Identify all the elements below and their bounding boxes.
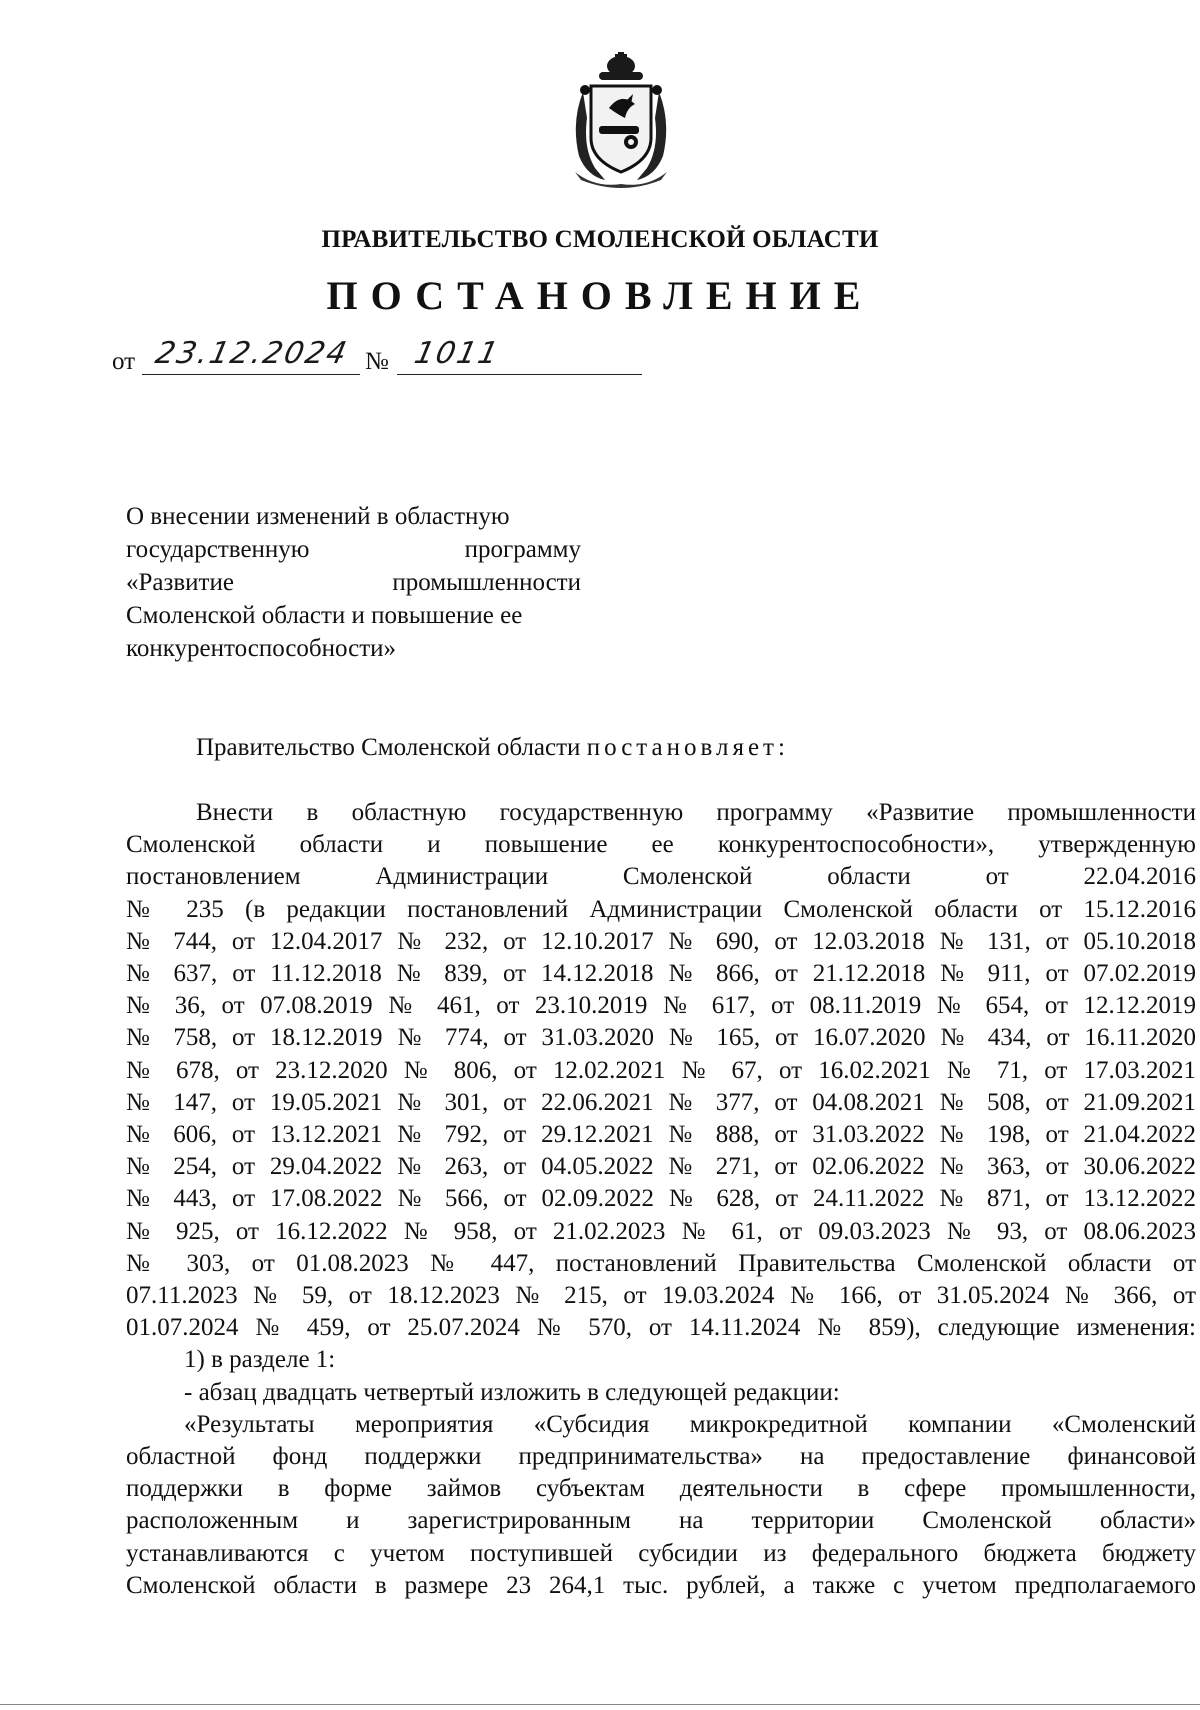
- document-body: [126, 797, 1196, 1602]
- page-bottom-edge: [0, 1704, 1200, 1705]
- body-line: 01.07.2024 № 459, от 25.07.2024 № 570, от 14.11.2024 № 859), следующие изменения:: [126, 1314, 1196, 1342]
- resolution-prefix: Правительство Смоленской области: [196, 734, 587, 761]
- subject-line: государственную программу: [126, 536, 581, 563]
- smolensk-coat-of-arms-icon: [565, 52, 677, 188]
- subject-line: Смоленской области и повышение ее: [126, 602, 523, 629]
- body-line: № 303, от 01.08.2023 № 447, постановлений Правительства Смоленской области от: [126, 1249, 1196, 1277]
- government-name: ПРАВИТЕЛЬСТВО СМОЛЕНСКОЙ ОБЛАСТИ: [321, 226, 879, 253]
- document-subject: [126, 500, 581, 665]
- body-line: «Результаты мероприятия «Субсидия микрокредитной компании «Смоленский: [184, 1410, 1196, 1438]
- body-line: постановлением Администрации Смоленской области от 22.04.2016: [126, 863, 1196, 891]
- subject-line: О внесении изменений в областную: [126, 503, 510, 530]
- body-line: - абзац двадцать четвертый изложить в следующей редакции:: [184, 1378, 840, 1406]
- body-line: Внести в областную государственную программу «Развитие промышленности: [196, 799, 1196, 826]
- handwritten-date: 23.12.2024: [152, 336, 352, 371]
- number-field: [397, 336, 642, 375]
- body-line: № 443, от 17.08.2022 № 566, от 02.09.2022 № 628, от 24.11.2022 № 871, от 13.12.2022: [126, 1185, 1196, 1213]
- body-line: Смоленской области в размере 23 264,1 тыс. рублей, а также с учетом предполагаемого: [126, 1571, 1196, 1599]
- subject-line: «Развитие промышленности: [126, 569, 581, 596]
- subject-line: конкурентоспособности»: [126, 635, 397, 662]
- body-line: № 235 (в редакции постановлений Администрации Смоленской области от 15.12.2016: [126, 895, 1196, 923]
- body-line: расположенным и зарегистрированным на территории Смоленской области»: [126, 1507, 1196, 1535]
- document-type: ПОСТАНОВЛЕНИЕ: [326, 273, 874, 318]
- body-line: № 147, от 19.05.2021 № 301, от 22.06.2021 № 377, от 04.08.2021 № 508, от 21.09.2021: [126, 1088, 1196, 1116]
- body-line: № 606, от 13.12.2021 № 792, от 29.12.2021 № 888, от 31.03.2022 № 198, от 21.04.2022: [126, 1121, 1196, 1149]
- handwritten-number: 1011: [411, 336, 504, 371]
- body-line: областной фонд поддержки предпринимательства» на предоставление финансовой: [126, 1443, 1196, 1471]
- body-line: № 254, от 29.04.2022 № 263, от 04.05.2022 № 271, от 02.06.2022 № 363, от 30.06.2022: [126, 1153, 1196, 1181]
- body-line: № 925, от 16.12.2022 № 958, от 21.02.2023 № 61, от 09.03.2023 № 93, от 08.06.2023: [126, 1217, 1196, 1245]
- body-line: № 744, от 12.04.2017 № 232, от 12.10.2017 № 690, от 12.03.2018 № 131, от 05.10.2018: [126, 927, 1196, 955]
- resolution-verb: постановляет:: [586, 734, 789, 761]
- body-line: № 637, от 11.12.2018 № 839, от 14.12.2018 № 866, от 21.12.2018 № 911, от 07.02.2019: [126, 960, 1196, 988]
- body-line: № 758, от 18.12.2019 № 774, от 31.03.2020 № 165, от 16.07.2020 № 434, от 16.11.2020: [126, 1024, 1196, 1052]
- body-line: № 678, от 23.12.2020 № 806, от 12.02.2021 № 67, от 16.02.2021 № 71, от 17.03.2021: [126, 1056, 1196, 1084]
- date-field: [142, 336, 360, 375]
- body-line: 07.11.2023 № 59, от 18.12.2023 № 215, от 19.03.2024 № 166, от 31.05.2024 № 366, от: [126, 1282, 1196, 1310]
- body-line: 1) в разделе 1:: [184, 1346, 336, 1374]
- body-line: Смоленской области и повышение ее конкурентоспособности», утвержденную: [126, 831, 1196, 859]
- body-line: устанавливаются с учетом поступившей субсидии из федерального бюджета бюджету: [126, 1539, 1196, 1567]
- resolution-clause: [196, 734, 789, 762]
- body-line: поддержки в форме займов субъектам деятельности в сфере промышленности,: [126, 1475, 1196, 1503]
- number-label: №: [365, 348, 389, 375]
- date-label: от: [112, 348, 136, 375]
- body-line: № 36, от 07.08.2019 № 461, от 23.10.2019 № 617, от 08.11.2019 № 654, от 12.12.2019: [126, 992, 1196, 1020]
- registration-line: [112, 336, 592, 380]
